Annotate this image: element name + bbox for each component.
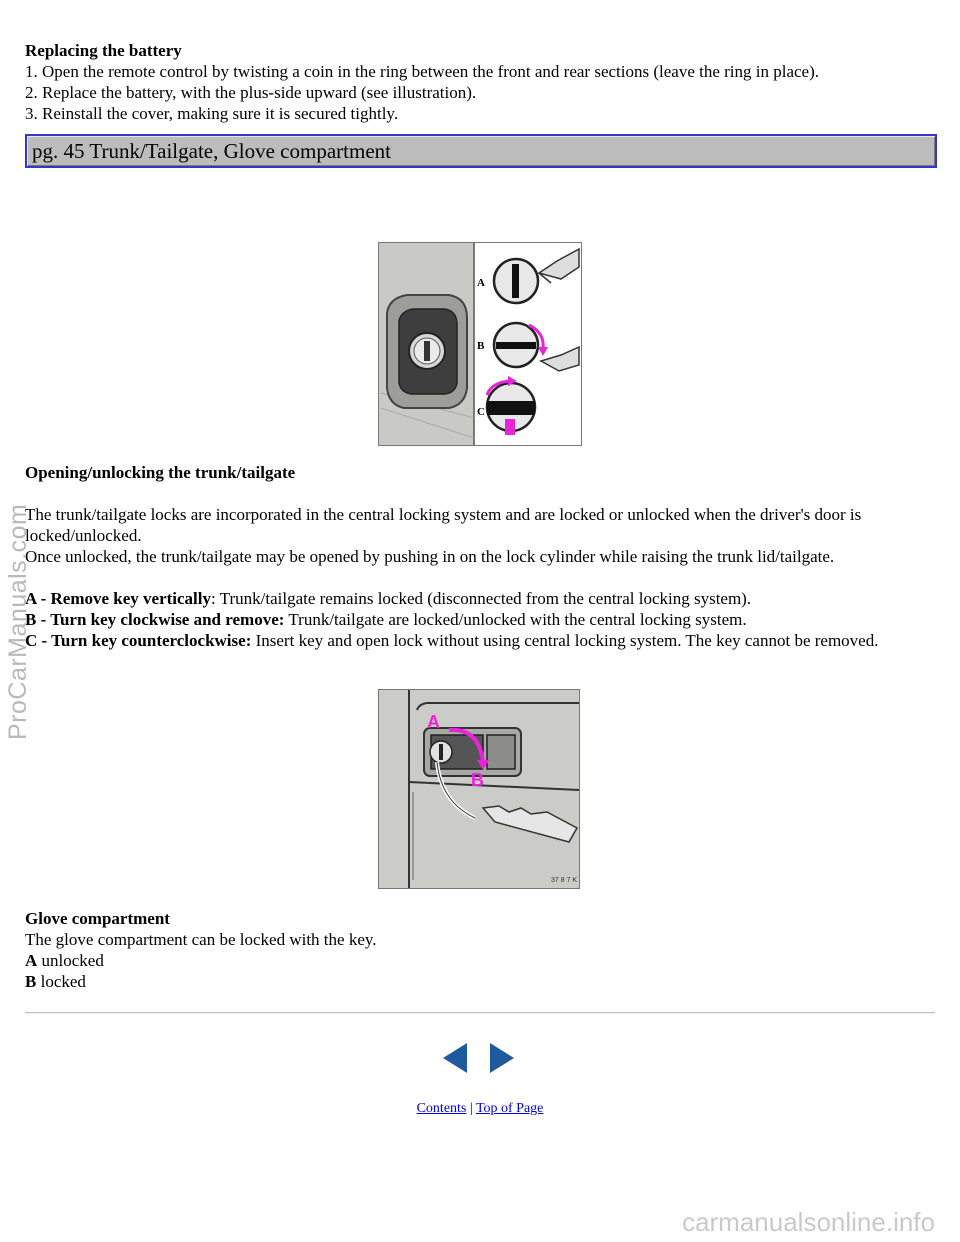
footer-links — [0, 1098, 960, 1119]
left-arrow-icon[interactable] — [443, 1043, 467, 1073]
trunk-heading: Opening/unlocking the trunk/tailgate — [25, 463, 296, 482]
glove-heading: Glove compartment — [25, 909, 170, 928]
figure2-label-b: B — [471, 770, 484, 790]
trunk-lock-illustration — [378, 242, 582, 446]
trunk-para1: The trunk/tailgate locks are incorporated in the central locking system and are locked or unlocked when the driver's door is locked/unlocked. — [25, 505, 862, 545]
glove-item-a: A unlocked — [25, 951, 104, 970]
right-arrow-icon[interactable] — [490, 1043, 514, 1073]
trunk-para2: Once unlocked, the trunk/tailgate may be opened by pushing in on the lock cylinder while raising the trunk lid/tailgate. — [25, 547, 835, 566]
contents-link[interactable]: Contents — [416, 1101, 467, 1116]
figure2-code: 37 8 7 K — [551, 877, 578, 884]
section-title: pg. 45 Trunk/Tailgate, Glove compartment — [32, 139, 391, 163]
glove-compartment-drawing — [379, 690, 579, 888]
glove-compartment-illustration — [378, 689, 580, 889]
battery-section — [25, 40, 937, 168]
footer-watermark: carmanualsonline.info — [682, 1207, 935, 1237]
key-position-c: C - Turn key counterclockwise: Insert key and open lock without using central locking system. The key cannot be removed. — [25, 631, 879, 650]
trunk-lock-drawing — [379, 243, 581, 445]
glove-item-b: B locked — [25, 972, 86, 991]
battery-step: 2. Replace the battery, with the plus-side upward (see illustration). — [25, 83, 477, 102]
top-of-page-link[interactable]: Top of Page — [475, 1101, 544, 1116]
battery-step: 3. Reinstall the cover, making sure it is secured tightly. — [25, 104, 399, 123]
trunk-key-positions — [25, 588, 935, 651]
link-separator: | — [469, 1101, 473, 1116]
figure1-label-b: B — [477, 340, 485, 352]
key-position-b: B - Turn key clockwise and remove: Trunk/tailgate are locked/unlocked with the central locking system. — [25, 610, 747, 629]
key-position-a: A - Remove key vertically: Trunk/tailgate remains locked (disconnected from the central locking system). — [25, 589, 752, 608]
figure1-label-a: A — [477, 277, 485, 289]
figure2-label-a: A — [427, 712, 440, 732]
figure1-label-c: C — [477, 406, 485, 418]
glove-text: The glove compartment can be locked with the key. — [25, 930, 377, 949]
side-watermark: ProCarManuals.com — [4, 503, 32, 740]
glove-section — [25, 908, 935, 992]
trunk-description — [25, 504, 935, 567]
previous-page-button[interactable] — [443, 1043, 467, 1078]
section-title-bar — [25, 134, 937, 168]
divider — [25, 1012, 935, 1014]
next-page-button[interactable] — [490, 1043, 514, 1078]
battery-heading: Replacing the battery — [25, 41, 182, 60]
battery-step: 1. Open the remote control by twisting a coin in the ring between the front and rear sections (leave the ring in place). — [25, 62, 820, 81]
